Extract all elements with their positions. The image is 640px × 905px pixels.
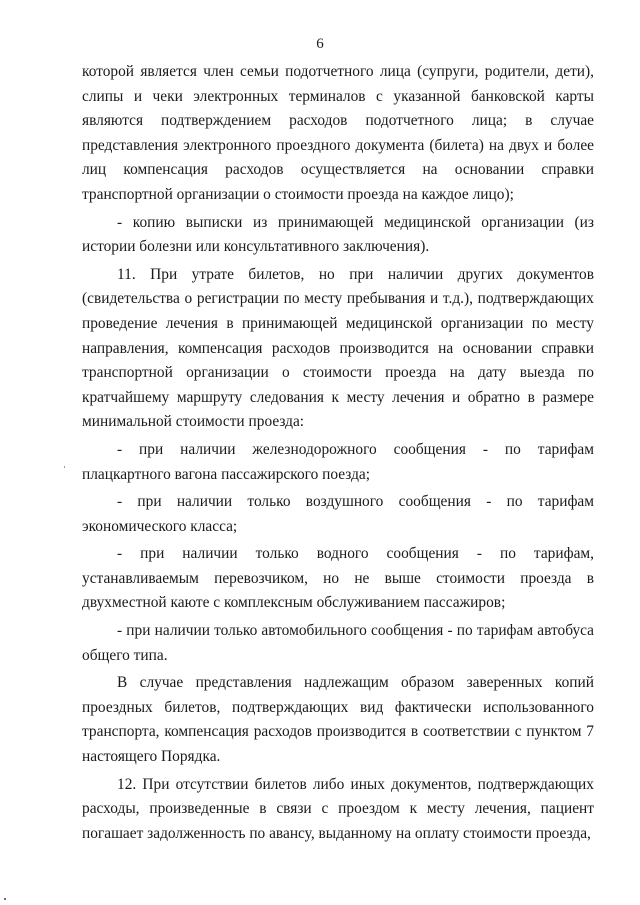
paragraph-air-tariff: - при наличии только воздушного сообщения - по тарифам экономического класса; [82, 493, 594, 535]
paragraph-bus-tariff: - при наличии только автомобильного сообщения - по тарифам автобуса общего типа. [82, 622, 594, 664]
paragraph-certified-copies: В случае представления надлежащим образом заверенных копий проездных билетов, подтверждающих вид фактически использованного транспорта, компенсация расходов производится в соответствии с пунктом 7 настоящего Порядка. [82, 674, 594, 766]
page-number: 6 [316, 36, 324, 52]
paragraph-item-12: 12. При отсутствии билетов либо иных документов, подтверждающих расходы, произведенные в связи с проездом к месту лечения, пациент погашает задолженность по авансу, выданному на оплату стоимости проезда, [82, 775, 594, 842]
paragraph-item-11: 11. При утрате билетов, но при наличии других документов (свидетельства о регистрации по месту пребывания и т.д.), подтверждающих проведение лечения в принимающей медицинской организации по месту направления, компенсация расходов производится на основании справки транспортной организации о стоимости проезда на дату выезда по кратчайшему маршруту следования к месту лечения и обратно в размере минимальной стоимости проезда: [82, 265, 594, 431]
paragraph-water-tariff: - при наличии только водного сообщения - по тарифам, устанавливаемым перевозчиком, но не выше стоимости проезда в двухместной каюте с комплексным обслуживанием пассажиров; [82, 545, 594, 612]
paragraph-copy-extract: - копию выписки из принимающей медицинской организации (из истории болезни или консультативного заключения). [82, 213, 594, 256]
paragraph-continuation: которой является член семьи подотчетного лица (супруги, родители, дети), слипы и чеки электронных терминалов с указанной банковской карты являются подтверждением расходов подотчетного лица; в случае представления электронного проездного документа (билета) на двух и более лиц компенсация расходов осуществляется на основании справки транспортной организации о стоимости проезда на каждое лицо); [82, 63, 594, 203]
document-body [82, 60, 594, 846]
scan-margin-mark [64, 466, 65, 468]
scan-corner-mark [4, 898, 6, 900]
paragraph-rail-tariff: - при наличии железнодорожного сообщения - по тарифам плацкартного вагона пассажирского поезда; [82, 440, 594, 483]
